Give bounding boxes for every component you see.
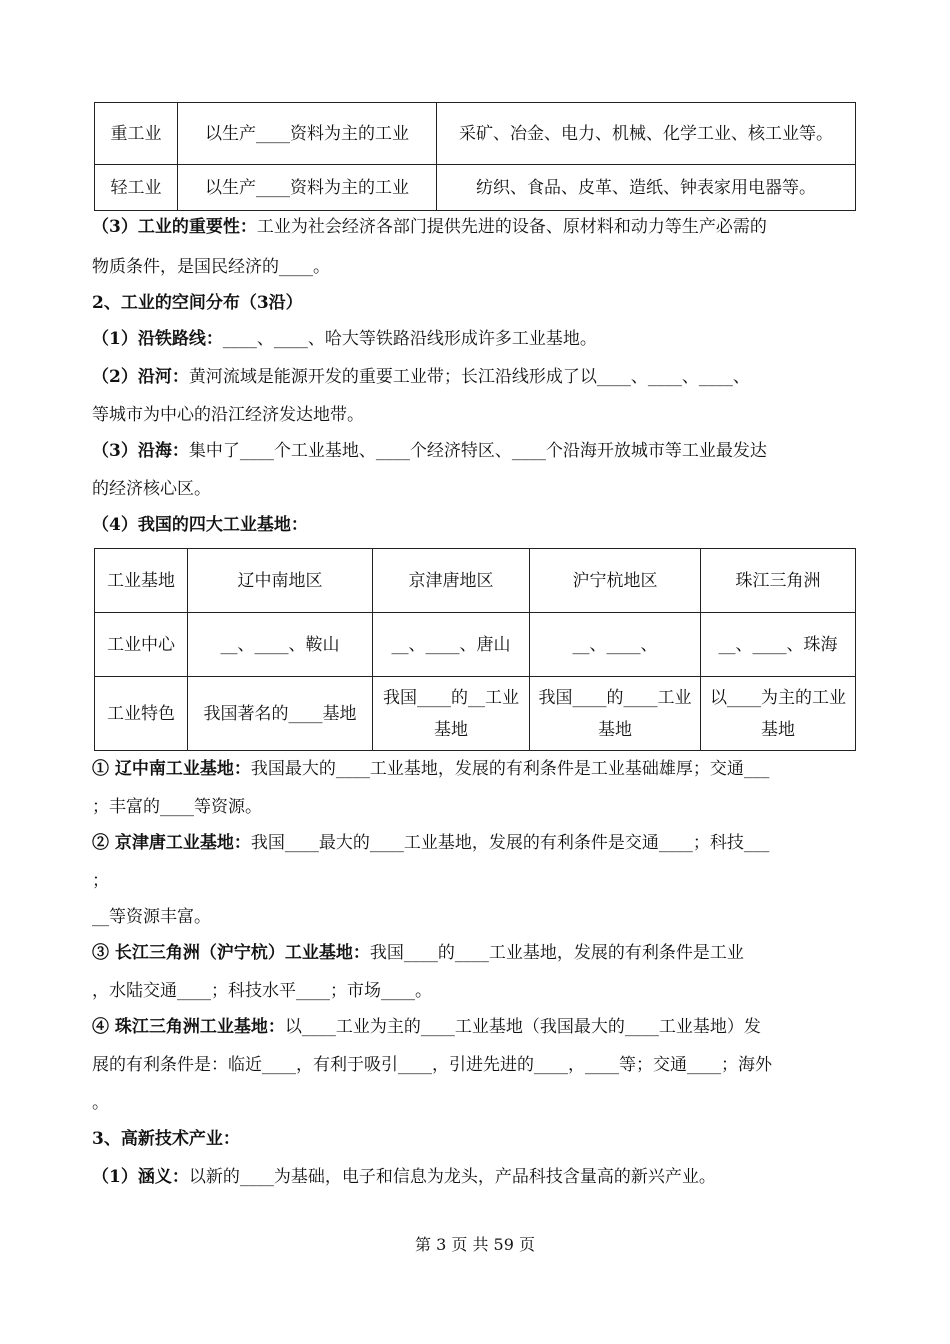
base2-text: 我国____最大的____工业基地，发展的有利条件是交通____；科技___ <box>250 833 770 853</box>
base4-label: ④ 珠江三角洲工业基地： <box>92 1017 285 1037</box>
table-cell: 我国____的____工业基地 <box>530 677 701 751</box>
table-cell: __、____、珠海 <box>701 613 856 677</box>
paragraph <box>92 1010 862 1044</box>
table-cell: 工业中心 <box>95 613 188 677</box>
definition-label: （1）涵义： <box>92 1167 189 1187</box>
table-cell: 我国著名的____基地 <box>188 677 373 751</box>
paragraph: ； <box>92 871 109 891</box>
table-cell: __、____、鞍山 <box>188 613 373 677</box>
definition-text: 以新的____为基础，电子和信息为龙头，产品科技含量高的新兴产业。 <box>188 1167 716 1187</box>
base1-text: 我国最大的____工业基地，发展的有利条件是工业基础雄厚；交通___ <box>250 759 770 779</box>
table-cell: 京津唐地区 <box>373 549 530 613</box>
section-heading: （4）我国的四大工业基地： <box>92 515 308 535</box>
table-row <box>95 165 856 211</box>
rail-text: ____、____、哈大等铁路沿线形成许多工业基地。 <box>222 329 597 349</box>
table-row <box>95 613 856 677</box>
river-label: （2）沿河： <box>92 367 189 387</box>
table-cell: __、____、唐山 <box>373 613 530 677</box>
paragraph <box>92 360 862 394</box>
table-cell: 重工业 <box>95 103 178 165</box>
table-cell: 工业基地 <box>95 549 188 613</box>
paragraph: 。 <box>92 1093 109 1113</box>
paragraph: ，水陆交通____；科技水平____；市场____。 <box>92 981 432 1001</box>
table-cell: 工业特色 <box>95 677 188 751</box>
paragraph <box>92 210 862 244</box>
base3-label: ③ 长江三角洲（沪宁杭）工业基地： <box>92 943 370 963</box>
table-cell: 我国____的__工业基地 <box>373 677 530 751</box>
importance-text: 工业为社会经济各部门提供先进的设备、原材料和动力等生产必需的 <box>256 217 767 237</box>
table-cell: 以生产____资料为主的工业 <box>178 165 437 211</box>
paragraph: ；丰富的____等资源。 <box>92 797 262 817</box>
section-heading: 3、高新技术产业： <box>92 1129 240 1149</box>
paragraph <box>92 1160 862 1194</box>
table-cell: 以生产____资料为主的工业 <box>178 103 437 165</box>
industrial-bases-table <box>94 548 856 751</box>
base3-text: 我国____的____工业基地，发展的有利条件是工业 <box>369 943 744 963</box>
rail-label: （1）沿铁路线： <box>92 329 223 349</box>
coast-text: 集中了____个工业基地、____个经济特区、____个沿海开放城市等工业最发达 <box>188 441 767 461</box>
page-number-footer: 第 3 页 共 59 页 <box>415 1235 535 1254</box>
paragraph <box>92 322 862 356</box>
importance-label: （3）工业的重要性： <box>92 217 257 237</box>
paragraph: __等资源丰富。 <box>92 907 211 927</box>
base1-label: ① 辽中南工业基地： <box>92 759 251 779</box>
table-cell: 辽中南地区 <box>188 549 373 613</box>
table-cell: 珠江三角洲 <box>701 549 856 613</box>
table-cell: 采矿、冶金、电力、机械、化学工业、核工业等。 <box>437 103 856 165</box>
table-cell: 纺织、食品、皮革、造纸、钟表家用电器等。 <box>437 165 856 211</box>
base4-text: 以____工业为主的____工业基地（我国最大的____工业基地）发 <box>284 1017 761 1037</box>
paragraph: 展的有利条件是：临近____，有利于吸引____，引进先进的____，____等；交通____；海外 <box>92 1055 772 1075</box>
table-row <box>95 549 856 613</box>
river-text: 黄河流域是能源开发的重要工业带；长江沿线形成了以____、____、____、 <box>188 367 750 387</box>
table-row <box>95 677 856 751</box>
paragraph <box>92 752 862 786</box>
table-cell: 沪宁杭地区 <box>530 549 701 613</box>
paragraph <box>92 936 862 970</box>
table-cell: __、____、 <box>530 613 701 677</box>
coast-label: （3）沿海： <box>92 441 189 461</box>
table-row <box>95 103 856 165</box>
base2-label: ② 京津唐工业基地： <box>92 833 251 853</box>
industry-type-table <box>94 102 856 211</box>
paragraph: 的经济核心区。 <box>92 479 211 499</box>
paragraph <box>92 434 862 468</box>
paragraph: 物质条件，是国民经济的____。 <box>92 257 330 277</box>
section-heading: 2、工业的空间分布（3沿） <box>92 293 303 313</box>
paragraph: 等城市为中心的沿江经济发达地带。 <box>92 405 364 425</box>
table-cell: 轻工业 <box>95 165 178 211</box>
paragraph <box>92 826 862 860</box>
table-cell: 以____为主的工业基地 <box>701 677 856 751</box>
